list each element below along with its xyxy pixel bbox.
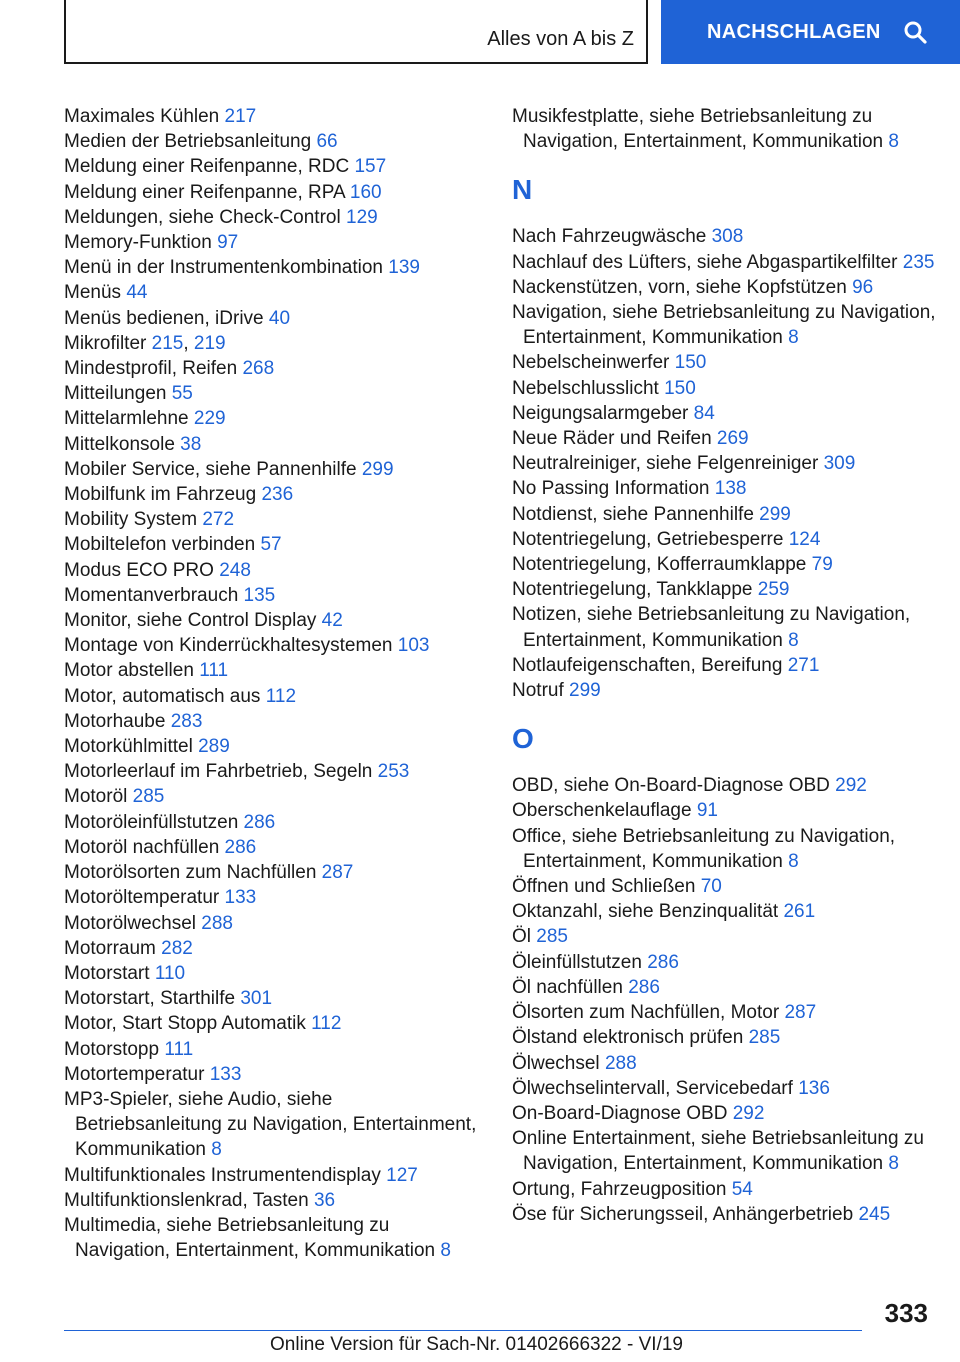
page-reference-link[interactable]: 160 bbox=[349, 181, 382, 203]
index-entry-text: Nebelscheinwerfer bbox=[512, 352, 670, 374]
index-entry bbox=[64, 583, 484, 608]
page-reference-link[interactable]: 289 bbox=[198, 736, 230, 758]
index-entry-text: Office, siehe Betriebsanleitung zu Navigation, Entertainment, Kommunikation bbox=[512, 825, 896, 872]
index-entry bbox=[512, 975, 942, 1000]
page-reference-link[interactable]: 36 bbox=[313, 1189, 336, 1211]
page-reference-link[interactable]: 248 bbox=[219, 559, 251, 581]
page-reference-link[interactable]: 285 bbox=[536, 926, 568, 948]
index-entry-text: Ölstand elektronisch prüfen bbox=[512, 1027, 744, 1049]
page-reference-link[interactable]: 299 bbox=[759, 503, 791, 525]
index-entry bbox=[64, 835, 484, 860]
page-reference-link[interactable]: 157 bbox=[354, 156, 387, 178]
page-reference-link[interactable]: 253 bbox=[377, 761, 410, 783]
page-reference-link[interactable]: 299 bbox=[361, 458, 394, 480]
page-reference-link[interactable]: 96 bbox=[852, 276, 874, 298]
page-reference-link[interactable]: 259 bbox=[757, 579, 790, 601]
page-reference-link[interactable]: 79 bbox=[811, 554, 833, 576]
index-column-left bbox=[64, 104, 484, 1263]
index-entry bbox=[64, 1188, 484, 1213]
index-entry-text: Motoröl bbox=[64, 786, 128, 808]
page-reference-link[interactable]: 8 bbox=[211, 1139, 222, 1161]
index-entry-text: Motorleerlauf im Fahrbetrieb, Segeln bbox=[64, 761, 373, 783]
index-entry bbox=[512, 1076, 942, 1101]
index-entry bbox=[64, 608, 484, 633]
index-entry-text: Mobilfunk im Fahrzeug bbox=[64, 484, 257, 506]
page-reference-link[interactable]: 286 bbox=[224, 836, 257, 858]
index-entry-text: Nackenstützen, vorn, siehe Kopfstützen bbox=[512, 276, 847, 298]
page-reference-link[interactable]: 309 bbox=[823, 453, 856, 475]
index-entry bbox=[64, 205, 484, 230]
index-entry-text: Motortemperatur bbox=[64, 1063, 205, 1085]
page-reference-link[interactable]: 261 bbox=[783, 901, 816, 923]
index-entry-text: Mobility System bbox=[64, 509, 198, 531]
index-entry-text: Mitteilungen bbox=[64, 383, 167, 405]
index-entry-text: Notlaufeigenschaften, Bereifung bbox=[512, 654, 783, 676]
index-entry bbox=[64, 255, 484, 280]
index-entry bbox=[64, 1011, 484, 1036]
page-reference-link[interactable]: 271 bbox=[787, 654, 820, 676]
search-icon[interactable] bbox=[903, 20, 927, 44]
index-entry-text: Mikrofilter bbox=[64, 332, 147, 354]
index-entry-text: Nach Fahrzeugwäsche bbox=[512, 226, 707, 248]
page-number: 333 bbox=[884, 1298, 928, 1328]
page-reference-link[interactable]: 245 bbox=[858, 1203, 891, 1225]
index-entry-text: Mindestprofil, Reifen bbox=[64, 358, 238, 380]
index-entry-text: Ölsorten zum Nachfüllen, Motor bbox=[512, 1002, 780, 1024]
page-reference-link[interactable]: 111 bbox=[164, 1038, 194, 1060]
index-entry-text: Notizen, siehe Betriebsanleitung zu Navigation, Entertainment, Kommunikation bbox=[512, 604, 911, 651]
index-entry bbox=[512, 350, 942, 375]
index-entry-text: Motorkühlmittel bbox=[64, 736, 193, 758]
index-entry bbox=[64, 482, 484, 507]
index-entry-text: Medien der Betriebsanleitung bbox=[64, 131, 312, 153]
index-entry-text: Meldung einer Reifenpanne, RPA bbox=[64, 181, 345, 203]
index-entry bbox=[512, 1051, 942, 1076]
index-entry-text: Momentanverbrauch bbox=[64, 584, 239, 606]
index-entry bbox=[512, 1202, 942, 1227]
page-reference-link[interactable]: 269 bbox=[716, 428, 749, 450]
index-entry-text: Musikfestplatte, siehe Betriebsanleitung zu Navigation, Entertainment, Kommunikation bbox=[512, 106, 884, 153]
section-title: Alles von A bis Z bbox=[487, 28, 634, 50]
index-entry-text: Motorölsorten zum Nachfüllen bbox=[64, 862, 317, 884]
index-entry-text: Motorraum bbox=[64, 937, 156, 959]
index-entry bbox=[64, 684, 484, 709]
index-entry bbox=[512, 451, 942, 476]
page-reference-link[interactable]: 283 bbox=[170, 710, 203, 732]
index-entry bbox=[512, 950, 942, 975]
page-reference-link[interactable]: 288 bbox=[201, 912, 233, 934]
index-entry bbox=[64, 885, 484, 910]
page-reference-link[interactable]: 286 bbox=[243, 811, 276, 833]
index-entry bbox=[512, 552, 942, 577]
page-reference-link[interactable]: 44 bbox=[126, 282, 148, 304]
index-entry-text: Menüs bbox=[64, 282, 122, 304]
page-reference-link[interactable]: 70 bbox=[700, 876, 722, 898]
page-reference-link[interactable]: 286 bbox=[647, 951, 679, 973]
index-entry bbox=[512, 1025, 942, 1050]
index-entry-text: Notentriegelung, Tankklappe bbox=[512, 579, 753, 601]
index-entry bbox=[64, 306, 484, 331]
page-reference-link[interactable]: 139 bbox=[388, 257, 420, 279]
index-entry bbox=[64, 507, 484, 532]
index-entry bbox=[512, 602, 942, 652]
index-entry bbox=[64, 457, 484, 482]
page-reference-link[interactable]: 136 bbox=[798, 1077, 830, 1099]
index-entry bbox=[64, 381, 484, 406]
index-entry-text: Motorölwechsel bbox=[64, 912, 196, 934]
index-entry bbox=[64, 784, 484, 809]
index-entry bbox=[512, 401, 942, 426]
index-entry bbox=[64, 734, 484, 759]
index-entry-text: Neigungsalarmgeber bbox=[512, 402, 689, 424]
page-reference-link[interactable]: 286 bbox=[628, 976, 660, 998]
index-entry bbox=[64, 230, 484, 255]
index-entry-text: Motorstart bbox=[64, 962, 150, 984]
index-entry-text: Notruf bbox=[512, 680, 564, 702]
index-entry-text: Meldung einer Reifenpanne, RDC bbox=[64, 156, 350, 178]
index-entry bbox=[512, 502, 942, 527]
page-reference-link[interactable]: 66 bbox=[316, 131, 338, 153]
index-entry-text: MP3-Spieler, siehe Audio, siehe Betriebsanleitung zu Navigation, Entertainment, Kommunikation bbox=[64, 1088, 477, 1161]
page-reference-link[interactable]: 8 bbox=[788, 850, 799, 872]
page-reference-link[interactable]: 287 bbox=[321, 862, 354, 884]
index-entry bbox=[64, 1037, 484, 1062]
page-reference-link[interactable]: 135 bbox=[243, 584, 276, 606]
index-entry bbox=[64, 180, 484, 205]
page-reference-link[interactable]: 301 bbox=[240, 988, 273, 1010]
page-reference-link[interactable]: 8 bbox=[888, 131, 899, 153]
page-reference-link[interactable]: 103 bbox=[397, 635, 430, 657]
index-entry-text: Montage von Kinderrückhaltesystemen bbox=[64, 635, 393, 657]
page-reference-link[interactable]: 8 bbox=[440, 1240, 451, 1262]
index-entry-text: Öffnen und Schließen bbox=[512, 876, 696, 898]
page-reference-link[interactable]: 150 bbox=[674, 352, 707, 374]
index-entry bbox=[512, 577, 942, 602]
page-reference-link[interactable]: 124 bbox=[788, 528, 821, 550]
index-entry bbox=[64, 280, 484, 305]
index-entry-text: Motoröltemperatur bbox=[64, 887, 220, 909]
index-entry bbox=[512, 104, 942, 154]
page-reference-link[interactable]: 8 bbox=[888, 1153, 899, 1175]
index-entry bbox=[512, 224, 942, 249]
index-entry bbox=[64, 1062, 484, 1087]
index-entry-text: Neutralreiniger, siehe Felgenreiniger bbox=[512, 453, 819, 475]
index-entry-text: Mobiler Service, siehe Pannenhilfe bbox=[64, 458, 357, 480]
index-entry bbox=[64, 961, 484, 986]
page-reference-link[interactable]: 55 bbox=[171, 383, 193, 405]
index-entry bbox=[512, 250, 942, 275]
index-entry bbox=[512, 1177, 942, 1202]
index-entry bbox=[512, 678, 942, 703]
page-reference-link[interactable]: 288 bbox=[604, 1052, 637, 1074]
index-entry-text: Modus ECO PRO bbox=[64, 559, 214, 581]
index-entry-text: Öleinfüllstutzen bbox=[512, 951, 642, 973]
page-reference-link[interactable]: 272 bbox=[202, 509, 235, 531]
index-entry bbox=[64, 129, 484, 154]
index-entry-text: Notentriegelung, Kofferraumklappe bbox=[512, 554, 807, 576]
index-entry bbox=[512, 824, 942, 874]
page-reference-link[interactable]: 235 bbox=[902, 251, 935, 273]
index-entry bbox=[64, 860, 484, 885]
index-entry-text: Maximales Kühlen bbox=[64, 106, 220, 127]
page-reference-link[interactable]: 292 bbox=[835, 775, 867, 797]
index-entry-text: Nebelschlusslicht bbox=[512, 377, 659, 399]
index-entry-text: On-Board-Diagnose OBD bbox=[512, 1102, 728, 1124]
index-entry-text: Mittelkonsole bbox=[64, 433, 175, 455]
footer-divider bbox=[64, 1330, 862, 1331]
online-version-note: Online Version für Sach-Nr. 01402666322 - VI/19 bbox=[270, 1334, 683, 1355]
index-entry bbox=[64, 810, 484, 835]
page-reference-link[interactable]: 229 bbox=[193, 408, 226, 430]
index-entry bbox=[64, 532, 484, 557]
page-reference-link[interactable]: 54 bbox=[731, 1178, 753, 1200]
index-entry bbox=[512, 924, 942, 949]
index-entry-text: Notdienst, siehe Pannenhilfe bbox=[512, 503, 754, 525]
index-entry-text: No Passing Information bbox=[512, 478, 710, 500]
page-reference-link[interactable]: 217 bbox=[224, 106, 257, 127]
index-entry-text: Motoröl nachfüllen bbox=[64, 836, 220, 858]
page-reference-link[interactable]: 110 bbox=[154, 962, 186, 984]
index-entry bbox=[64, 432, 484, 457]
index-entry-text: Öse für Sicherungsseil, Anhängerbetrieb bbox=[512, 1203, 854, 1225]
header-frame bbox=[64, 0, 648, 64]
index-entry-text: Navigation, siehe Betriebsanleitung zu Navigation, Entertainment, Kommunikation bbox=[512, 302, 936, 349]
index-entry-text: Neue Räder und Reifen bbox=[512, 428, 712, 450]
page-reference-link[interactable]: 292 bbox=[732, 1102, 765, 1124]
index-entry bbox=[64, 356, 484, 381]
index-entry bbox=[512, 1000, 942, 1025]
page-reference-link[interactable]: 282 bbox=[161, 937, 193, 959]
index-entry bbox=[64, 1087, 484, 1163]
index-entry-text: Motor, automatisch aus bbox=[64, 685, 261, 707]
page-reference-link[interactable]: 150 bbox=[664, 377, 696, 399]
index-entry bbox=[64, 658, 484, 683]
index-entry bbox=[512, 899, 942, 924]
page-reference-link[interactable]: 57 bbox=[260, 534, 282, 556]
index-entry: Mikrofilter 215, 219 bbox=[64, 332, 226, 354]
index-entry-text: OBD, siehe On-Board-Diagnose OBD bbox=[512, 775, 830, 797]
index-entry-text: Meldungen, siehe Check-Control bbox=[64, 206, 341, 228]
page-reference-link[interactable]: 97 bbox=[217, 232, 239, 254]
page-reference-link[interactable]: 129 bbox=[346, 206, 378, 228]
index-entry-text: Monitor, siehe Control Display bbox=[64, 610, 317, 632]
page-reference-link[interactable]: 219 bbox=[193, 332, 226, 354]
index-entry bbox=[512, 376, 942, 401]
index-entry bbox=[512, 874, 942, 899]
index-entry-text: Mittelarmlehne bbox=[64, 408, 189, 430]
index-entry-text: Motor abstellen bbox=[64, 660, 194, 682]
index-entry-text: Online Entertainment, siehe Betriebsanleitung zu Navigation, Entertainment, Kommunikation bbox=[512, 1128, 924, 1175]
page-reference-link[interactable]: 127 bbox=[386, 1164, 418, 1186]
index-entry-text: Multifunktionales Instrumentendisplay bbox=[64, 1164, 381, 1186]
index-column-right bbox=[512, 104, 942, 1227]
index-entry-text: Motorstopp bbox=[64, 1038, 160, 1060]
page-reference-link[interactable]: 299 bbox=[569, 680, 601, 702]
page-reference-link[interactable]: 215 bbox=[151, 332, 184, 354]
page-reference-link[interactable]: 40 bbox=[268, 307, 291, 329]
page-reference-link[interactable]: 111 bbox=[199, 660, 229, 682]
index-entry-text: Motor, Start Stopp Automatik bbox=[64, 1013, 306, 1035]
page-reference-link[interactable]: 91 bbox=[696, 800, 718, 822]
index-entry-text: Notentriegelung, Getriebesperre bbox=[512, 528, 784, 550]
index-entry-text: Motorhaube bbox=[64, 710, 166, 732]
tab-label: NACHSCHLAGEN bbox=[707, 20, 881, 43]
index-entry bbox=[64, 911, 484, 936]
page-reference-link[interactable]: 8 bbox=[788, 629, 799, 651]
index-entry bbox=[512, 653, 942, 678]
index-entry-text: Memory-Funktion bbox=[64, 232, 212, 254]
index-entry bbox=[64, 1213, 484, 1263]
index-letter-heading: O bbox=[512, 723, 534, 755]
index-entry bbox=[512, 426, 942, 451]
index-entry-text: Menüs bedienen, iDrive bbox=[64, 307, 264, 329]
index-entry bbox=[64, 558, 484, 583]
page-reference-link[interactable]: 285 bbox=[132, 786, 165, 808]
index-entry-text: Menü in der Instrumentenkombination bbox=[64, 257, 383, 279]
index-entry bbox=[64, 709, 484, 734]
index-entry-text: Ölwechsel bbox=[512, 1052, 600, 1074]
index-entry-text: Mobiltelefon verbinden bbox=[64, 534, 256, 556]
index-entry bbox=[512, 300, 942, 350]
page-reference-link[interactable]: 133 bbox=[209, 1063, 242, 1085]
index-entry-text: Nachlauf des Lüfters, siehe Abgaspartikelfilter bbox=[512, 251, 898, 273]
page-reference-link[interactable]: 112 bbox=[311, 1013, 342, 1035]
page-reference-link[interactable]: 38 bbox=[180, 433, 202, 455]
index-entry bbox=[512, 1101, 942, 1126]
index-entry-text: Oberschenkelauflage bbox=[512, 800, 692, 822]
index-entry-text: Motorstart, Starthilfe bbox=[64, 988, 236, 1010]
index-entry-text: Multimedia, siehe Betriebsanleitung zu Navigation, Entertainment, Kommunikation bbox=[64, 1214, 436, 1262]
page-reference-link[interactable]: 287 bbox=[784, 1002, 817, 1024]
index-entry bbox=[64, 759, 484, 784]
page-reference-link[interactable]: 84 bbox=[693, 402, 715, 424]
index-entry bbox=[512, 527, 942, 552]
page-reference-link[interactable]: 138 bbox=[714, 478, 747, 500]
page-reference-link[interactable]: 268 bbox=[242, 358, 275, 380]
page-reference-link[interactable]: 133 bbox=[224, 887, 257, 909]
index-entry-text: Ortung, Fahrzeugposition bbox=[512, 1178, 727, 1200]
nachschlagen-tab[interactable] bbox=[661, 0, 960, 64]
index-entry bbox=[64, 406, 484, 431]
index-entry-text: Ölwechselintervall, Servicebedarf bbox=[512, 1077, 793, 1099]
index-entry bbox=[64, 633, 484, 658]
index-entry bbox=[512, 1126, 942, 1176]
page-reference-link[interactable]: 285 bbox=[748, 1027, 781, 1049]
index-entry-text: Öl nachfüllen bbox=[512, 976, 623, 998]
page-reference-link[interactable]: 308 bbox=[711, 226, 744, 248]
index-entry bbox=[64, 936, 484, 961]
index-entry bbox=[512, 798, 942, 823]
page-reference-link[interactable]: 42 bbox=[321, 610, 343, 632]
index-letter-heading: N bbox=[512, 174, 533, 206]
index-entry bbox=[64, 986, 484, 1011]
index-entry-text: Öl bbox=[512, 926, 531, 948]
page-reference-link[interactable]: 8 bbox=[788, 327, 799, 349]
index-entry-text: Motoröleinfüllstutzen bbox=[64, 811, 239, 833]
index-entry bbox=[64, 1163, 484, 1188]
index-entry-text: Multifunktionslenkrad, Tasten bbox=[64, 1189, 309, 1211]
page-reference-link[interactable]: 236 bbox=[261, 484, 294, 506]
index-entry bbox=[512, 773, 942, 798]
index-entry bbox=[64, 104, 484, 129]
page-reference-link[interactable]: 112 bbox=[265, 685, 297, 707]
index-entry-text: Oktanzahl, siehe Benzinqualität bbox=[512, 901, 779, 923]
index-entry bbox=[512, 275, 942, 300]
index-entry bbox=[64, 154, 484, 179]
index-entry bbox=[512, 476, 942, 501]
